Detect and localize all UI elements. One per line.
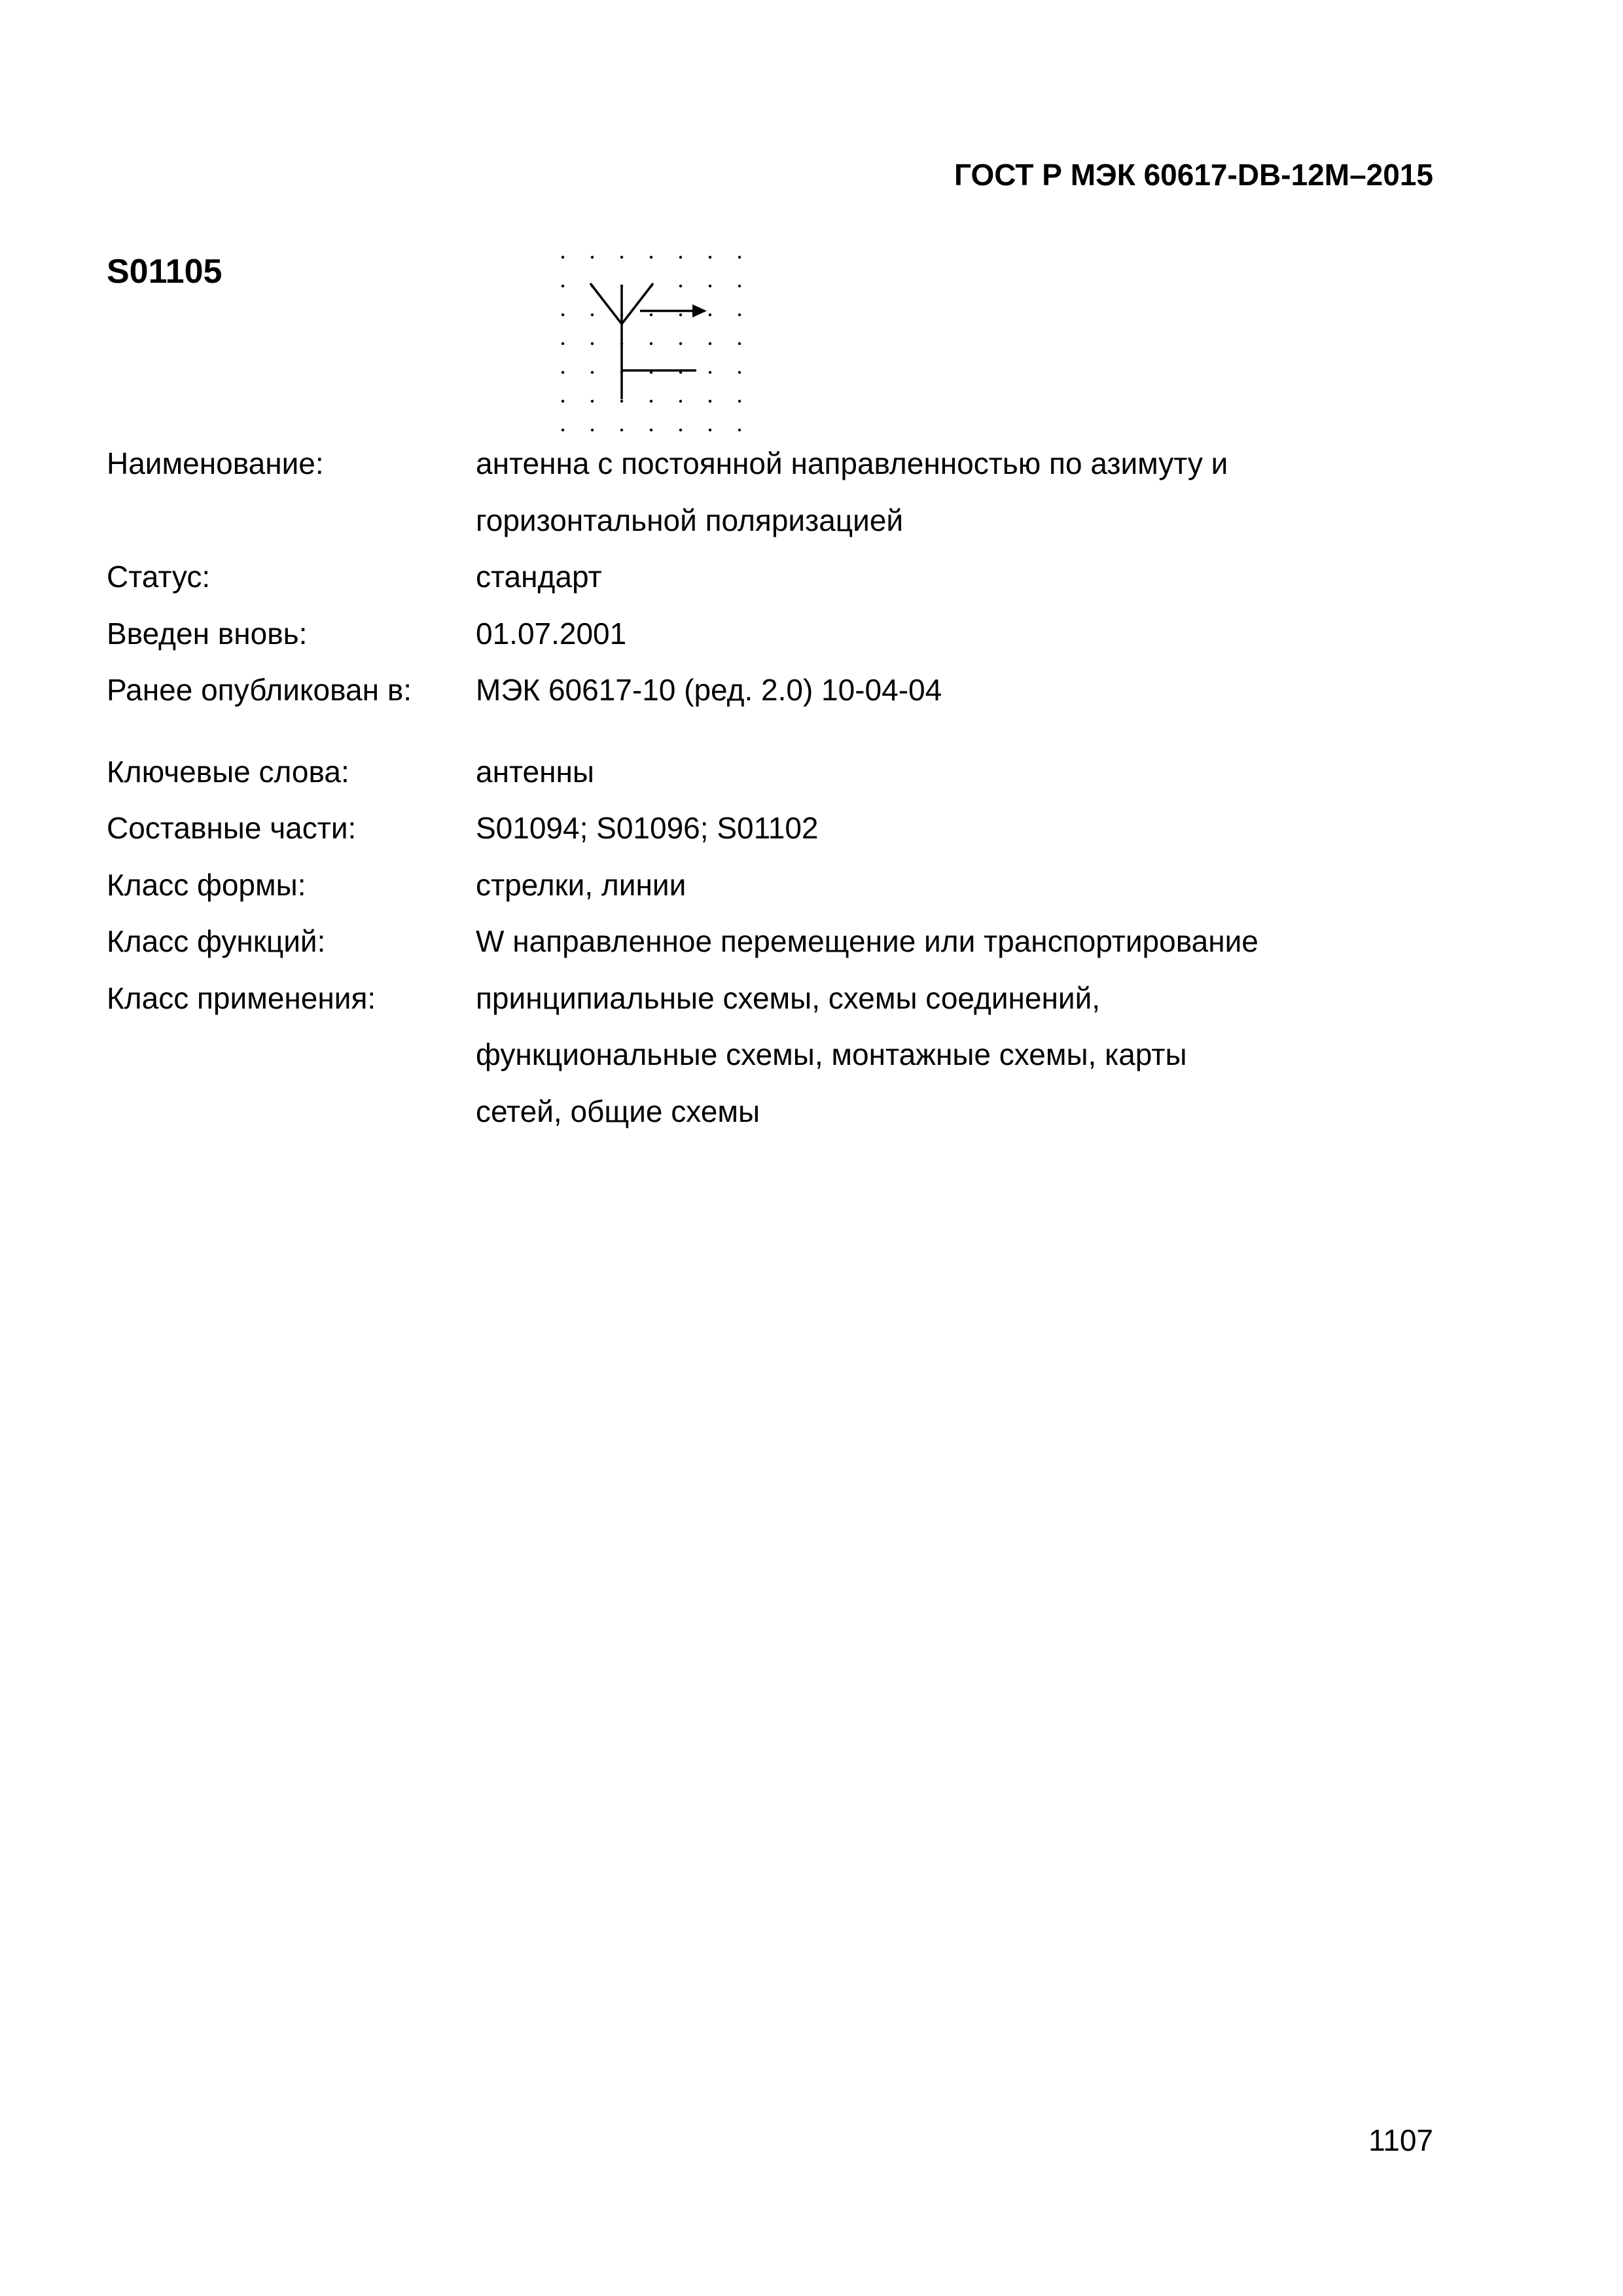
grid-dot (738, 371, 741, 374)
grid-dot (679, 285, 682, 287)
grid-dot (738, 400, 741, 403)
field-shape-class-value: стрелки, линии (476, 867, 687, 902)
grid-dot (562, 342, 564, 345)
grid-dot (562, 371, 564, 374)
field-status-label: Статус: (107, 560, 211, 594)
field-published (107, 662, 1416, 719)
field-introduced-label: Введен вновь: (107, 616, 308, 651)
field-published-label: Ранее опубликован в: (107, 673, 412, 707)
field-components-value: S01094; S01096; S01102 (476, 811, 819, 845)
grid-dot (650, 400, 652, 403)
field-application-class-value-line: сетей, общие схемы (476, 1094, 760, 1128)
field-name (107, 435, 1416, 548)
field-application-class-value-line: функциональные схемы, монтажные схемы, карты (476, 1037, 1187, 1071)
field-shape-class (107, 857, 1416, 914)
grid-dot (650, 342, 652, 345)
grid-dot (738, 314, 741, 316)
field-shape-class-label: Класс формы: (107, 867, 306, 902)
grid-dot (679, 314, 682, 316)
grid-dot (709, 342, 711, 345)
grid-dot (591, 342, 594, 345)
grid-dot (679, 429, 682, 431)
grid-dot (591, 371, 594, 374)
field-keywords-label: Ключевые слова: (107, 754, 349, 789)
grid-dot (562, 256, 564, 259)
grid-dot (738, 342, 741, 345)
grid-dot (679, 342, 682, 345)
grid-dot (620, 400, 623, 403)
antenna-symbol-strokes (590, 283, 696, 399)
grid-dot (591, 256, 594, 259)
grid-dot (562, 400, 564, 403)
field-components (107, 800, 1416, 857)
grid-dot (738, 429, 741, 431)
symbol-grid (562, 256, 741, 431)
grid-dot (738, 256, 741, 259)
grid-dot (591, 429, 594, 431)
field-name-value-line: антенна с постоянной направленностью по азимуту и (476, 446, 1228, 480)
field-function-class-label: Класс функций: (107, 924, 326, 958)
grid-dot (709, 285, 711, 287)
field-keywords-value: антенны (476, 754, 594, 789)
field-published-value: МЭК 60617-10 (ред. 2.0) 10-04-04 (476, 673, 942, 707)
grid-dot (709, 256, 711, 259)
field-status-value: стандарт (476, 560, 602, 594)
grid-dot (591, 314, 594, 316)
field-keywords (107, 744, 1416, 800)
grid-dot (709, 371, 711, 374)
antenna-right-arm-line (622, 283, 653, 324)
field-application-class-value (476, 970, 1416, 1140)
direction-arrowhead (692, 304, 707, 317)
field-components-label: Составные части: (107, 811, 357, 845)
field-introduced-value: 01.07.2001 (476, 616, 627, 651)
grid-dot (709, 400, 711, 403)
antenna-left-arm-line (590, 283, 622, 324)
field-application-class-value-line: принципиальные схемы, схемы соединений, (476, 980, 1101, 1015)
page-number: 1107 (1368, 2123, 1433, 2157)
field-function-class-value: W направленное перемещение или транспортирование (476, 924, 1258, 958)
field-introduced (107, 605, 1416, 662)
grid-dot (709, 314, 711, 316)
grid-dot (650, 256, 652, 259)
symbol-code: S01105 (107, 253, 223, 291)
grid-dot (650, 429, 652, 431)
antenna-directional-horizontal-polarization-symbol-icon (550, 252, 746, 442)
grid-dot (562, 429, 564, 431)
field-status (107, 548, 1416, 605)
grid-dot (679, 400, 682, 403)
grid-dot (591, 400, 594, 403)
field-function-class (107, 913, 1416, 970)
grid-dot (709, 429, 711, 431)
field-application-class-label: Класс применения: (107, 980, 376, 1015)
grid-dot (738, 285, 741, 287)
grid-dot (650, 314, 652, 316)
grid-dot (620, 429, 623, 431)
field-name-value (476, 435, 1416, 548)
field-application-class (107, 970, 1416, 1140)
grid-dot (679, 256, 682, 259)
field-name-label: Наименование: (107, 446, 324, 480)
grid-dot (562, 314, 564, 316)
symbol-properties (107, 435, 1416, 1139)
field-name-value-line: горизонтальной поляризацией (476, 503, 904, 537)
grid-dot (620, 256, 623, 259)
grid-dot (562, 285, 564, 287)
standard-header: ГОСТ Р МЭК 60617-DB-12M–2015 (954, 158, 1433, 192)
